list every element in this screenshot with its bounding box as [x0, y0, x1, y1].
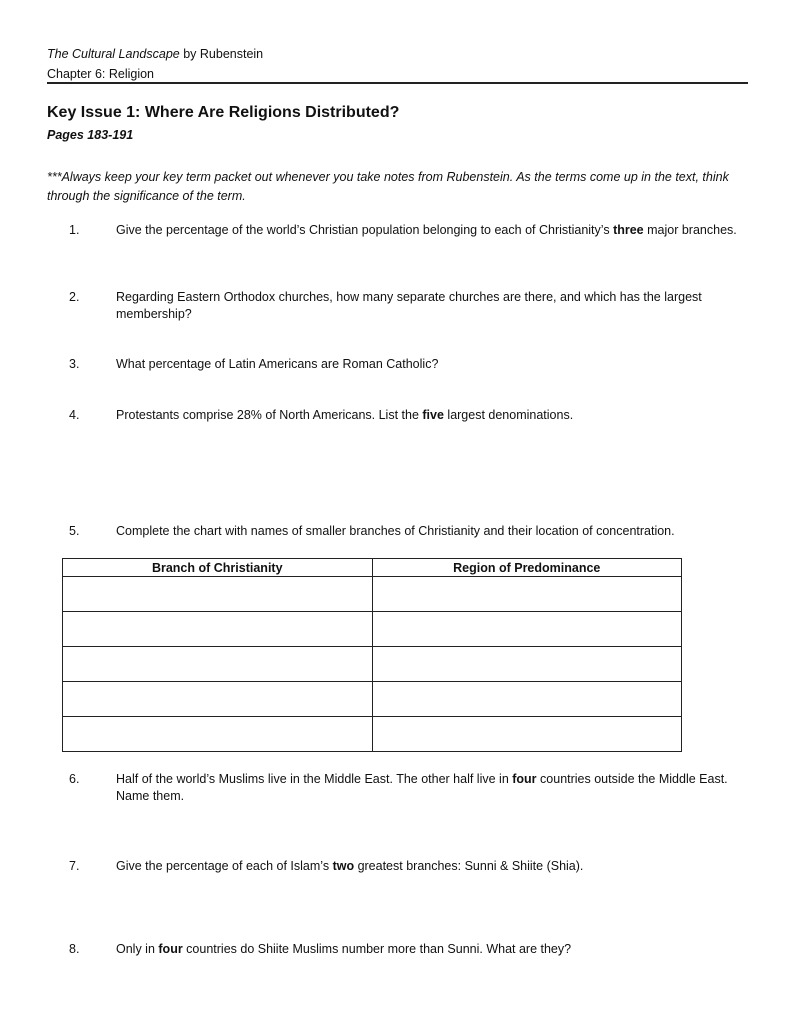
question-5-text: Complete the chart with names of smaller branches of Christianity and their location of concentration. — [116, 524, 675, 538]
question-4-text: Protestants comprise 28% of North Americans. List the five largest denominations. — [116, 408, 574, 422]
column-header-branch: Branch of Christianity — [63, 559, 373, 577]
question-number: 6. — [69, 772, 80, 786]
region-cell[interactable] — [372, 612, 682, 647]
question-number: 7. — [69, 859, 80, 873]
book-byline: by Rubenstein — [179, 47, 264, 61]
book-title: The Cultural Landscape — [47, 47, 180, 61]
header-divider — [47, 82, 748, 84]
branch-cell[interactable] — [63, 577, 373, 612]
question-number: 2. — [69, 290, 80, 304]
branch-cell[interactable] — [63, 612, 373, 647]
instruction-note: ***Always keep your key term packet out whenever you take notes from Rubenstein. As the terms come up in the text, think through the significance of the term. — [47, 170, 729, 203]
question-2-text: Regarding Eastern Orthodox churches, how many separate churches are there, and which has the largest membership? — [116, 290, 702, 321]
question-number: 1. — [69, 223, 80, 237]
question-6-text: Half of the world’s Muslims live in the Middle East. The other half live in four countries outside the Middle East. Name them. — [116, 772, 728, 803]
table-row — [63, 647, 682, 682]
question-number: 8. — [69, 942, 80, 956]
region-cell[interactable] — [372, 717, 682, 752]
region-cell[interactable] — [372, 682, 682, 717]
column-header-region: Region of Predominance — [372, 559, 682, 577]
table-row — [63, 577, 682, 612]
page-range: Pages 183-191 — [47, 128, 134, 142]
table-header-row — [63, 559, 682, 577]
question-3-text: What percentage of Latin Americans are Roman Catholic? — [116, 357, 439, 371]
section-title: Key Issue 1: Where Are Religions Distributed? — [47, 104, 400, 121]
question-7-text: Give the percentage of each of Islam’s two greatest branches: Sunni & Shiite (Shia). — [116, 859, 584, 873]
question-number: 3. — [69, 357, 80, 371]
table-row — [63, 612, 682, 647]
question-1-text: Give the percentage of the world’s Christian population belonging to each of Christianity’s three major branches. — [116, 223, 737, 237]
christianity-branches-table — [62, 558, 682, 752]
chapter-label: Chapter 6: Religion — [47, 67, 155, 81]
region-cell[interactable] — [372, 647, 682, 682]
region-cell[interactable] — [372, 577, 682, 612]
question-8-text: Only in four countries do Shiite Muslims number more than Sunni. What are they? — [116, 942, 572, 956]
question-number: 5. — [69, 524, 80, 538]
branch-cell[interactable] — [63, 682, 373, 717]
book-reference — [47, 46, 263, 62]
branch-cell[interactable] — [63, 647, 373, 682]
table-row — [63, 717, 682, 752]
branch-cell[interactable] — [63, 717, 373, 752]
table-row — [63, 682, 682, 717]
question-number: 4. — [69, 408, 80, 422]
